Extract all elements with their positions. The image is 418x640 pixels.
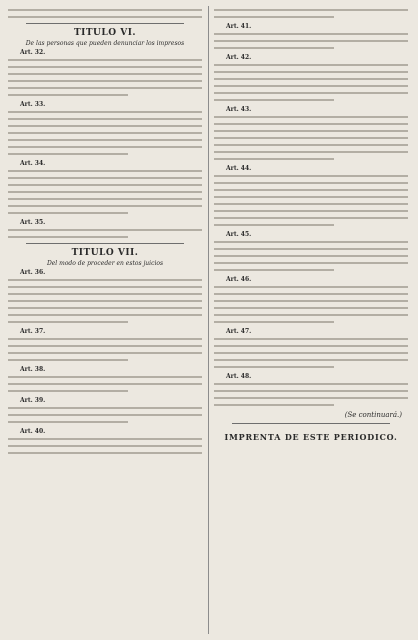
title-7-heading: TITULO VII. (71, 248, 139, 258)
illegible-text-block (8, 438, 202, 454)
article-label: Art. 47. (226, 328, 252, 335)
article-label: Art. 37. (20, 328, 46, 335)
column-divider (208, 6, 209, 634)
illegible-text-block (214, 116, 408, 160)
illegible-text-block (214, 64, 408, 101)
illegible-text-block (214, 286, 408, 323)
illegible-text-block (8, 407, 202, 423)
title-6-heading: TITULO VI. (73, 28, 137, 38)
article-label: Art. 38. (20, 366, 46, 373)
illegible-text-block (214, 241, 408, 271)
article-label: Art. 35. (20, 219, 46, 226)
right-column (214, 6, 408, 442)
illegible-text-block (8, 59, 202, 96)
illegible-text-block (8, 279, 202, 323)
article-label: Art. 48. (226, 373, 252, 380)
footer-rule (232, 423, 390, 424)
article-label: Art. 36. (20, 269, 46, 276)
illegible-text-block (8, 9, 202, 18)
illegible-text-block (8, 111, 202, 155)
article-label: Art. 32. (20, 49, 46, 56)
article-label: Art. 40. (20, 428, 46, 435)
printer-imprint: IMPRENTA DE ESTE PERIODICO. (224, 432, 398, 442)
to-be-continued: (Se continuará.) (344, 411, 402, 419)
section-rule (26, 23, 184, 24)
article-label: Art. 39. (20, 397, 46, 404)
article-label: Art. 44. (226, 165, 252, 172)
illegible-text-block (8, 376, 202, 392)
illegible-text-block (214, 383, 408, 406)
article-label: Art. 34. (20, 160, 46, 167)
illegible-text-block (8, 229, 202, 238)
section-rule (26, 243, 184, 244)
illegible-text-block (8, 338, 202, 361)
illegible-text-block (214, 9, 408, 18)
illegible-text-block (214, 338, 408, 368)
title-7-subheading: Del modo de proceder en estos juicios (46, 260, 164, 267)
article-label: Art. 46. (226, 276, 252, 283)
article-label: Art. 41. (226, 23, 252, 30)
article-label: Art. 43. (226, 106, 252, 113)
article-label: Art. 45. (226, 231, 252, 238)
illegible-text-block (214, 175, 408, 226)
article-label: Art. 33. (20, 101, 46, 108)
illegible-text-block (8, 170, 202, 214)
left-column (8, 6, 202, 459)
article-label: Art. 42. (226, 54, 252, 61)
illegible-text-block (214, 33, 408, 49)
title-6-subheading: De las personas que pueden denunciar los impresos (25, 40, 185, 47)
